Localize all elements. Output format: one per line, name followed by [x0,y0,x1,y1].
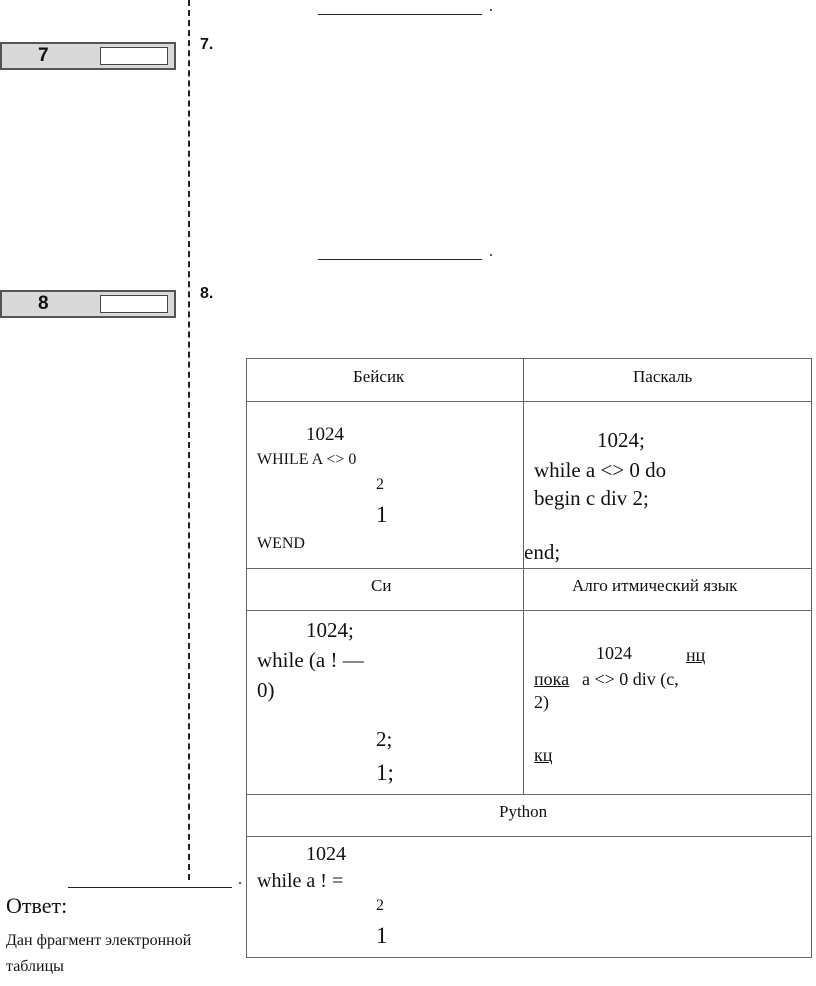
algo-code-line: 2) [534,692,549,712]
table-line [246,358,247,958]
algo-code-line: a <> 0 div (c, [582,669,679,689]
basic-code-line: WHILE A <> 0 [257,451,357,468]
c-code-line: 1; [376,760,394,785]
answer-blank-top [318,14,482,15]
python-code-line: 2 [376,897,384,914]
table-line [523,358,524,795]
header-algo: Алго итмический язык [572,576,738,595]
dashed-separator [188,0,190,880]
table-line [246,794,812,795]
answer-blank-task-8-dot: . [238,871,242,888]
footer-text-line-1: Дан фрагмент электронной [6,932,192,949]
task-8-answer-field[interactable] [100,295,168,313]
task-8-label: 8. [200,285,214,302]
task-7-label: 7. [200,36,214,53]
basic-code-line: 2 [376,476,384,493]
python-code-line: 1024 [306,843,346,865]
table-line [246,957,812,958]
task-8-box-number: 8 [38,293,49,314]
answer-blank-top-dot: . [489,0,493,15]
algo-keyword-poka: пока [534,669,570,689]
c-code-line: 2; [376,727,393,751]
header-basic: Бейсик [353,367,405,386]
pascal-code-line: end; [524,540,561,564]
table-line [811,358,812,958]
table-line [246,401,812,402]
answer-blank-task-7 [318,259,482,260]
task-7-box [0,42,176,70]
c-code-line: 0) [257,678,275,702]
c-code-line: 1024; [306,618,354,642]
table-line [246,610,812,611]
table-line [246,358,812,359]
footer-text-line-2: таблицы [6,958,64,975]
python-code-line: 1 [376,923,388,948]
table-line [246,568,812,569]
basic-code-line: 1 [376,502,388,527]
basic-code-line: WEND [257,535,305,552]
c-code-line: while (a ! — [257,648,364,672]
pascal-code-line: begin c div 2; [534,486,649,510]
task-8-box [0,290,176,318]
algo-keyword-kc: кц [534,745,553,765]
pascal-code-line: while a <> 0 do [534,458,667,482]
algo-code-line: 1024 [596,643,632,663]
task-7-box-number: 7 [38,45,49,66]
python-code-line: while a ! = [257,870,344,892]
basic-code-line: 1024 [306,424,344,445]
task-7-answer-field[interactable] [100,47,168,65]
header-pascal: Паскаль [633,367,693,386]
algo-keyword-nc: нц [686,645,706,665]
pascal-code-line: 1024; [597,428,645,452]
answer-blank-task-8 [68,887,232,888]
header-python: Python [499,802,548,821]
header-c: Си [371,576,392,595]
table-line [246,836,812,837]
answer-blank-task-7-dot: . [489,243,493,260]
answer-label: Ответ: [6,893,68,918]
